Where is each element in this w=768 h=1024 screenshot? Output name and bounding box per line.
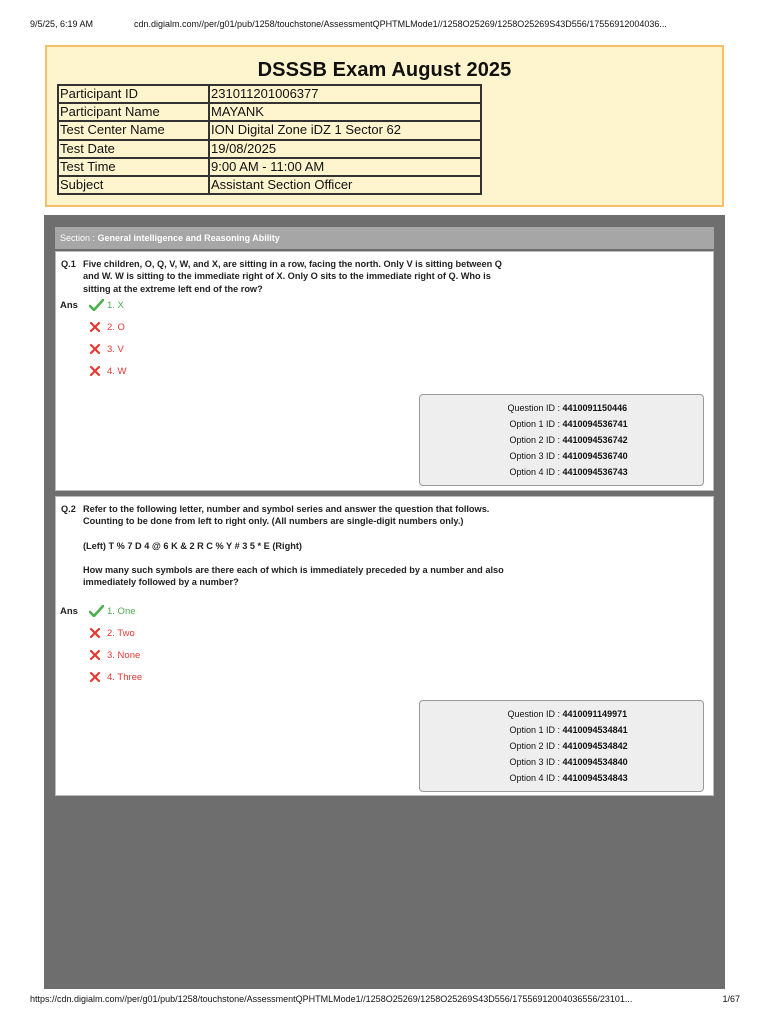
option-1 (89, 605, 136, 619)
detail-value: 231011201006377 (209, 85, 481, 103)
id-label: Option 4 ID : (509, 772, 560, 783)
option-3 (89, 343, 124, 357)
question-panel-2 (55, 496, 714, 796)
detail-label: Test Time (58, 158, 209, 176)
question-text (61, 503, 516, 588)
option-text: 3. V (107, 344, 124, 355)
id-label: Question ID : (507, 403, 560, 413)
question-paragraph: Five children, O, Q, V, W, and X, are sitting in a row, facing the north. Only V is sitting between Q and W. W is sitting to the immediate right of X. Only O sits to the immediate right of Q. Who is sitting at the extreme left end of the row? (83, 259, 502, 294)
option-text: 1. X (107, 300, 124, 311)
print-footer-url: https://cdn.digialm.com//per/g01/pub/1258/touchstone/AssessmentQPHTMLMode1//1258O25269/1258O25269S43D556/17556912004036556/23101... (30, 994, 633, 1004)
question-paragraph: Refer to the following letter, number and symbol series and answer the question that follows. Counting to be done from left to right only. (All numbers are single-digit numbers only.) (83, 504, 490, 527)
detail-row (58, 140, 481, 158)
cross-icon (89, 343, 107, 355)
question-body (83, 258, 516, 295)
id-value: 4410094534843 (562, 772, 628, 783)
id-label: Option 4 ID : (509, 466, 560, 477)
question-paragraph: How many such symbols are there each of which is immediately preceded by a number and also immediately followed by a number? (83, 564, 504, 588)
answer-label: Ans (60, 300, 78, 311)
question-series: (Left) T % 7 D 4 @ 6 K & 2 R C % Y # 3 5 * E (Right) (83, 540, 302, 551)
detail-label: Test Date (58, 140, 209, 158)
id-label: Option 1 ID : (509, 418, 560, 429)
cross-icon (89, 627, 107, 639)
question-number: Q.2 (61, 504, 76, 514)
id-row (420, 771, 703, 787)
id-row (420, 707, 703, 723)
detail-label: Participant ID (58, 85, 209, 103)
id-row (420, 449, 703, 465)
detail-value: 19/08/2025 (209, 140, 481, 158)
option-text: 1. One (107, 606, 136, 617)
question-text (61, 258, 516, 295)
question-panel-1 (55, 251, 714, 491)
id-label: Option 3 ID : (509, 756, 560, 767)
id-value: 4410091150446 (562, 403, 628, 413)
id-row (420, 417, 703, 433)
participant-details-table (57, 84, 482, 195)
check-icon (89, 605, 107, 617)
print-footer (30, 994, 740, 1004)
id-value: 4410094534840 (562, 756, 628, 767)
id-label: Option 1 ID : (509, 724, 560, 735)
id-label: Option 3 ID : (509, 450, 560, 461)
question-number: Q.1 (61, 259, 76, 269)
id-value: 4410094534841 (562, 724, 628, 735)
id-row (420, 433, 703, 449)
id-value: 4410094536740 (562, 450, 628, 461)
id-label: Question ID : (507, 709, 560, 719)
question-body (83, 503, 516, 588)
option-4 (89, 365, 127, 379)
detail-row (58, 103, 481, 121)
id-label: Option 2 ID : (509, 740, 560, 751)
id-row (420, 723, 703, 739)
question-id-box (419, 394, 704, 486)
print-header (30, 19, 740, 29)
detail-row (58, 85, 481, 103)
detail-label: Participant Name (58, 103, 209, 121)
print-header-url: cdn.digialm.com//per/g01/pub/1258/touchstone/AssessmentQPHTMLMode1//1258O25269/1258O25269S43D556/17556912004036... (134, 19, 667, 29)
detail-value: 9:00 AM - 11:00 AM (209, 158, 481, 176)
check-icon (89, 299, 107, 311)
id-value: 4410094536742 (562, 434, 628, 445)
id-row (420, 739, 703, 755)
detail-value: MAYANK (209, 103, 481, 121)
id-row (420, 755, 703, 771)
detail-row (58, 158, 481, 176)
option-2 (89, 321, 125, 335)
section-header (55, 227, 714, 249)
id-row (420, 401, 703, 417)
cross-icon (89, 649, 107, 661)
id-row (420, 465, 703, 481)
option-text: 2. Two (107, 628, 135, 639)
answer-label: Ans (60, 606, 78, 617)
exam-title: DSSSB Exam August 2025 (257, 59, 512, 81)
print-timestamp: 9/5/25, 6:19 AM (30, 19, 94, 29)
section-name: General intelligence and Reasoning Ability (97, 233, 280, 243)
id-value: 4410094534842 (562, 740, 628, 751)
section-prefix: Section : (60, 233, 98, 243)
option-text: 4. W (107, 366, 127, 377)
option-text: 3. None (107, 650, 141, 661)
option-text: 2. O (107, 322, 125, 333)
id-label: Option 2 ID : (509, 434, 560, 445)
detail-row (58, 176, 481, 194)
option-text: 4. Three (107, 672, 143, 683)
id-value: 4410094536743 (562, 466, 628, 477)
id-value: 4410094536741 (562, 418, 628, 429)
option-4 (89, 671, 142, 685)
option-2 (89, 627, 135, 641)
page-number: 1/67 (722, 994, 740, 1004)
detail-label: Test Center Name (58, 121, 209, 139)
detail-value: ION Digital Zone iDZ 1 Sector 62 (209, 121, 481, 139)
cross-icon (89, 365, 107, 377)
option-1 (89, 299, 124, 313)
detail-row (58, 121, 481, 139)
cross-icon (89, 321, 107, 333)
detail-label: Subject (58, 176, 209, 194)
question-id-box (419, 700, 704, 792)
detail-value: Assistant Section Officer (209, 176, 481, 194)
id-value: 4410091149971 (562, 709, 628, 719)
cross-icon (89, 671, 107, 683)
question-paper-area (44, 215, 725, 989)
exam-info-box (45, 45, 724, 207)
option-3 (89, 649, 140, 663)
